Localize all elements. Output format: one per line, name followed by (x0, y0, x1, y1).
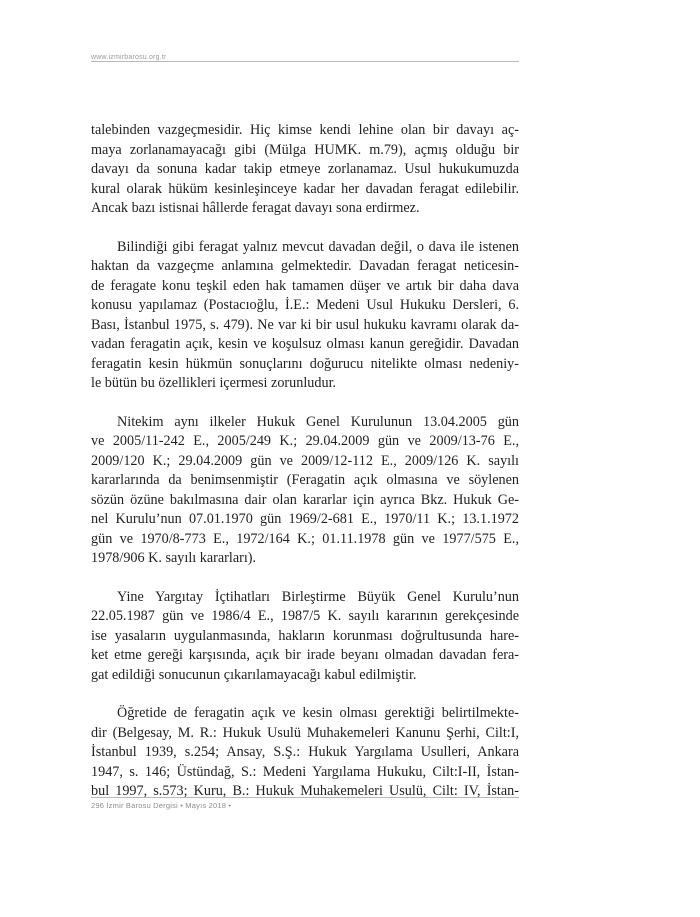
text-line: haktan da vazgeçme anlamına gelmektedir. Davadan feragat neticesin- (91, 258, 519, 274)
text-line: 2009/120 K.; 29.04.2009 gün ve 2009/12-112 E., 2009/126 K. sayılı (91, 452, 519, 469)
text-line: gün ve 1970/8-773 E., 1972/164 K.; 01.11.1978 gün ve 1977/575 E., (91, 530, 519, 547)
text-line: Ancak bazı istisnai hâllerde feragat davayı sona erdirmez. (91, 200, 420, 216)
paragraph-3 (91, 413, 519, 569)
text-line: le bütün bu özellikleri içermesi zorunludur. (91, 375, 337, 391)
text-line: maya zorlanamayacağı gibi (Mülga HUMK. m.79), açmış olduğu bir (91, 141, 519, 158)
text-line: dir (Belgesay, M. R.: Hukuk Usulü Muhakemeleri Kanunu Şerhi, Cilt:I, (91, 724, 519, 741)
text-line: Bası, İstanbul 1975, s. 479). Ne var ki bir usul hukuku kavramı olarak da- (91, 316, 519, 333)
header-divider (91, 61, 519, 62)
paragraph-2 (91, 238, 519, 394)
text-line: gat edildiği sonucunun çıkarılamayacağı kabul edilmiştir. (91, 666, 417, 683)
footer-divider (91, 797, 519, 798)
text-line: feragatin kesin hükmün sonuçlarını doğurucu nitelikte olması nedeniy- (91, 355, 519, 372)
text-line: talebinden vazgeçmesidir. Hiç kimse kendi lehine olan bir davayı aç- (91, 122, 519, 138)
text-line: kararlarında da benimsenmiştir (Feragatin açık olmasına ve söylenen (91, 472, 519, 488)
text-line: kural olarak hüküm kesinleşinceye kadar her davadan feragat edilebilir. (91, 180, 519, 197)
text-line: sözün özüne bakılmasına dair olan kararlar için ayrıca Bkz. Hukuk Ge- (91, 491, 519, 508)
paragraph-5 (91, 704, 519, 802)
text-line: vadan feragatin açık, kesin ve koşulsuz olması kanun gereğidir. Davadan (91, 336, 519, 352)
text-line: davayı da sonuna kadar takip etmeye zorlanamaz. Usul hukukumuzda (91, 161, 519, 177)
text-line: ise yasaların uygulanmasında, hakların korunması doğrultusunda hare- (91, 627, 519, 644)
text-line: Öğretide de feragatin açık ve kesin olması gerektiği belirtilmekte- (117, 705, 519, 721)
header-url: www.izmirbarosu.org.tr (91, 54, 167, 61)
text-line: İstanbul 1939, s.254; Ansay, S.Ş.: Hukuk Yargılama Usulleri, Ankara (91, 744, 519, 760)
page-footer: 296 İzmir Barosu Dergisi • Mayıs 2018 • (91, 801, 232, 810)
text-line: Yine Yargıtay İçtihatları Birleştirme Büyük Genel Kurulu’nun (117, 588, 519, 605)
text-line: ve 2005/11-242 E., 2005/249 K.; 29.04.2009 gün ve 2009/13-76 E., (91, 433, 519, 449)
paragraph-1 (91, 121, 519, 219)
text-line: 22.05.1987 gün ve 1986/4 E., 1987/5 K. sayılı kararının gerekçesinde (91, 608, 519, 624)
text-line: Nitekim aynı ilkeler Hukuk Genel Kurulunun 13.04.2005 gün (117, 413, 519, 430)
text-line: 1978/906 K. sayılı kararları). (91, 550, 257, 566)
text-line: konusu yapılamaz (Postacıoğlu, İ.E.: Medeni Usul Hukuku Dersleri, 6. (91, 297, 519, 313)
text-line: ket etme gereği karşısında, açık bir irade beyanı olmadan davadan fera- (91, 647, 519, 663)
text-line: de feragate konu teşkil eden hak tamamen düşer ve artık bir daha dava (91, 277, 519, 294)
text-line: bul 1997, s.573; Kuru, B.: Hukuk Muhakemeleri Usulü, Cilt: IV, İstan- (91, 783, 519, 799)
text-line: 1947, s. 146; Üstündağ, S.: Medeni Yargılama Hukuku, Cilt:I-II, İstan- (91, 763, 519, 780)
text-line: Bilindiği gibi feragat yalnız mevcut davadan değil, o dava ile istenen (117, 238, 519, 255)
paragraph-4 (91, 588, 519, 686)
text-line: nel Kurulu’nun 07.01.1970 gün 1969/2-681 E., 1970/11 K.; 13.1.1972 (91, 511, 519, 527)
article-body (91, 121, 519, 821)
